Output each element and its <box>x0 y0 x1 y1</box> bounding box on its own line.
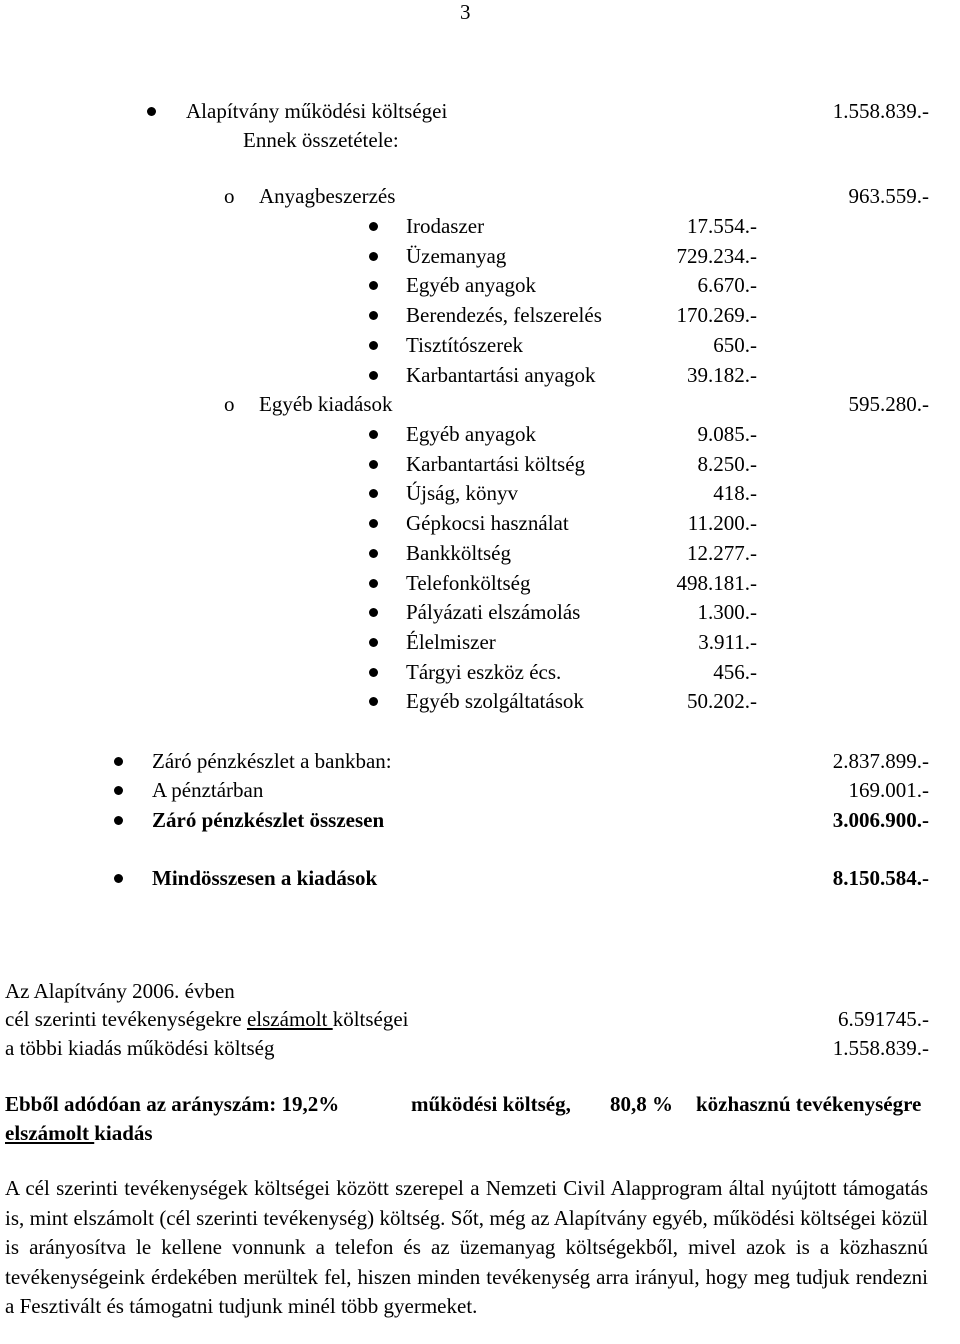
item-value: 456.- <box>713 659 757 684</box>
summary-line2-post: költségei <box>332 1007 409 1031</box>
header-sub: Ennek összetétele: <box>243 128 399 152</box>
summary-line1: Az Alapítvány 2006. évben <box>5 979 235 1003</box>
item-label: Üzemanyag <box>406 243 507 268</box>
bullet-icon <box>114 786 123 795</box>
item-value: 11.200.- <box>687 511 757 536</box>
body-paragraph: A cél szerinti tevékenységek költségei között szerepel a Nemzeti Civil Alapprogram által nyújtott támogatás is, mint elszámolt (cél szerinti tevékenység) költség. Sőt, még az Alapítvány egyéb, működési költségei közül is arányosítva le kellene vonnunk a telefon és az üzemanyag költségekből, mivel azok is a közhasznú tevékenységeink érdekében merültek fel, hiszen minden tevékenység arra irányul, hogy meg tudjuk rendezni a Fesztivált és támogatni tudjunk minél több gyermeket. <box>5 1176 928 1318</box>
closing-value: 2.837.899.- <box>832 749 929 773</box>
circle-bullet-icon: o <box>224 392 235 416</box>
bullet-icon <box>114 757 123 766</box>
item-value: 3.911.- <box>698 629 757 654</box>
ratio-line2-post: kiadás <box>94 1121 153 1145</box>
item-label: Tárgyi eszköz écs. <box>406 659 562 684</box>
group-label: Anyagbeszerzés <box>259 184 396 208</box>
circle-bullet-icon: o <box>224 184 235 208</box>
summary-line3-value: 1.558.839.- <box>832 1036 929 1060</box>
summary-line2-pre: cél szerinti tevékenységekre <box>5 1007 247 1031</box>
bullet-icon <box>369 579 378 588</box>
item-label: Tisztítószerek <box>406 332 524 357</box>
bullet-icon <box>369 281 378 290</box>
bullet-icon <box>147 107 156 116</box>
item-label: Irodaszer <box>406 214 485 238</box>
bullet-icon <box>114 816 123 825</box>
item-label: Pályázati elszámolás <box>406 600 581 625</box>
item-label: Karbantartási költség <box>406 451 586 476</box>
grand-total-value: 8.150.584.- <box>832 866 929 890</box>
bullet-icon <box>114 874 123 883</box>
item-label: Bankköltség <box>406 540 511 565</box>
item-value: 39.182.- <box>687 362 757 387</box>
item-value: 170.269.- <box>676 303 757 328</box>
bullet-icon <box>369 549 378 558</box>
bullet-icon <box>369 371 378 380</box>
closing-label: A pénztárban <box>152 778 264 802</box>
item-label: Gépkocsi használat <box>406 511 569 536</box>
item-label: Egyéb anyagok <box>406 273 537 298</box>
item-value: 729.234.- <box>676 243 757 268</box>
header-value: 1.558.839.- <box>832 99 929 123</box>
bullet-icon <box>369 668 378 677</box>
bullet-icon <box>369 608 378 617</box>
group-label: Egyéb kiadások <box>259 392 393 416</box>
item-value: 6.670.- <box>697 273 757 298</box>
closing-label: Záró pénzkészlet a bankban: <box>152 749 392 773</box>
item-value: 418.- <box>713 481 757 506</box>
closing-value: 169.001.- <box>848 778 929 802</box>
item-value: 8.250.- <box>697 451 757 476</box>
bullet-icon <box>369 222 378 231</box>
item-value: 9.085.- <box>697 422 757 446</box>
item-label: Telefonköltség <box>406 570 531 595</box>
closing-total-label: Záró pénzkészlet összesen <box>152 808 385 832</box>
item-label: Újság, könyv <box>406 481 518 506</box>
summary-line3: a többi kiadás működési költség <box>5 1036 275 1060</box>
ratio-part1: Ebből adódóan az arányszám: 19,2% <box>5 1092 340 1116</box>
page-number: 3 <box>460 0 471 24</box>
ratio-part4: közhasznú tevékenységre <box>696 1092 922 1116</box>
item-label: Egyéb anyagok <box>406 422 537 446</box>
bullet-icon <box>369 519 378 528</box>
group-total: 963.559.- <box>848 184 929 208</box>
item-value: 650.- <box>713 332 757 357</box>
item-label: Berendezés, felszerelés <box>406 303 602 328</box>
ratio-line2-underlined: elszámolt <box>5 1121 95 1145</box>
ratio-part3: 80,8 % <box>610 1092 673 1116</box>
summary-line2-underlined: elszámolt <box>246 1007 333 1031</box>
item-label: Karbantartási anyagok <box>406 362 596 387</box>
closing-total-value: 3.006.900.- <box>832 808 929 832</box>
bullet-icon <box>369 460 378 469</box>
bullet-icon <box>369 252 378 261</box>
bullet-icon <box>369 311 378 320</box>
item-value: 50.202.- <box>687 689 757 714</box>
item-value: 12.277.- <box>687 540 757 565</box>
item-value: 17.554.- <box>687 214 757 238</box>
group-total: 595.280.- <box>848 392 929 416</box>
bullet-icon <box>369 489 378 498</box>
bullet-icon <box>369 638 378 647</box>
grand-total-label: Mindösszesen a kiadások <box>152 866 378 890</box>
summary-line2-value: 6.591745.- <box>838 1007 929 1031</box>
bullet-icon <box>369 341 378 350</box>
ratio-part2: működési költség, <box>411 1092 571 1116</box>
item-value: 1.300.- <box>697 600 757 625</box>
bullet-icon <box>369 697 378 706</box>
item-value: 498.181.- <box>676 570 757 595</box>
bullet-icon <box>369 430 378 439</box>
item-label: Élelmiszer <box>406 629 496 654</box>
header-label: Alapítvány működési költségei <box>186 99 448 123</box>
ratio-line2 <box>5 1123 153 1144</box>
summary-line2 <box>5 1009 409 1030</box>
item-label: Egyéb szolgáltatások <box>406 689 584 714</box>
